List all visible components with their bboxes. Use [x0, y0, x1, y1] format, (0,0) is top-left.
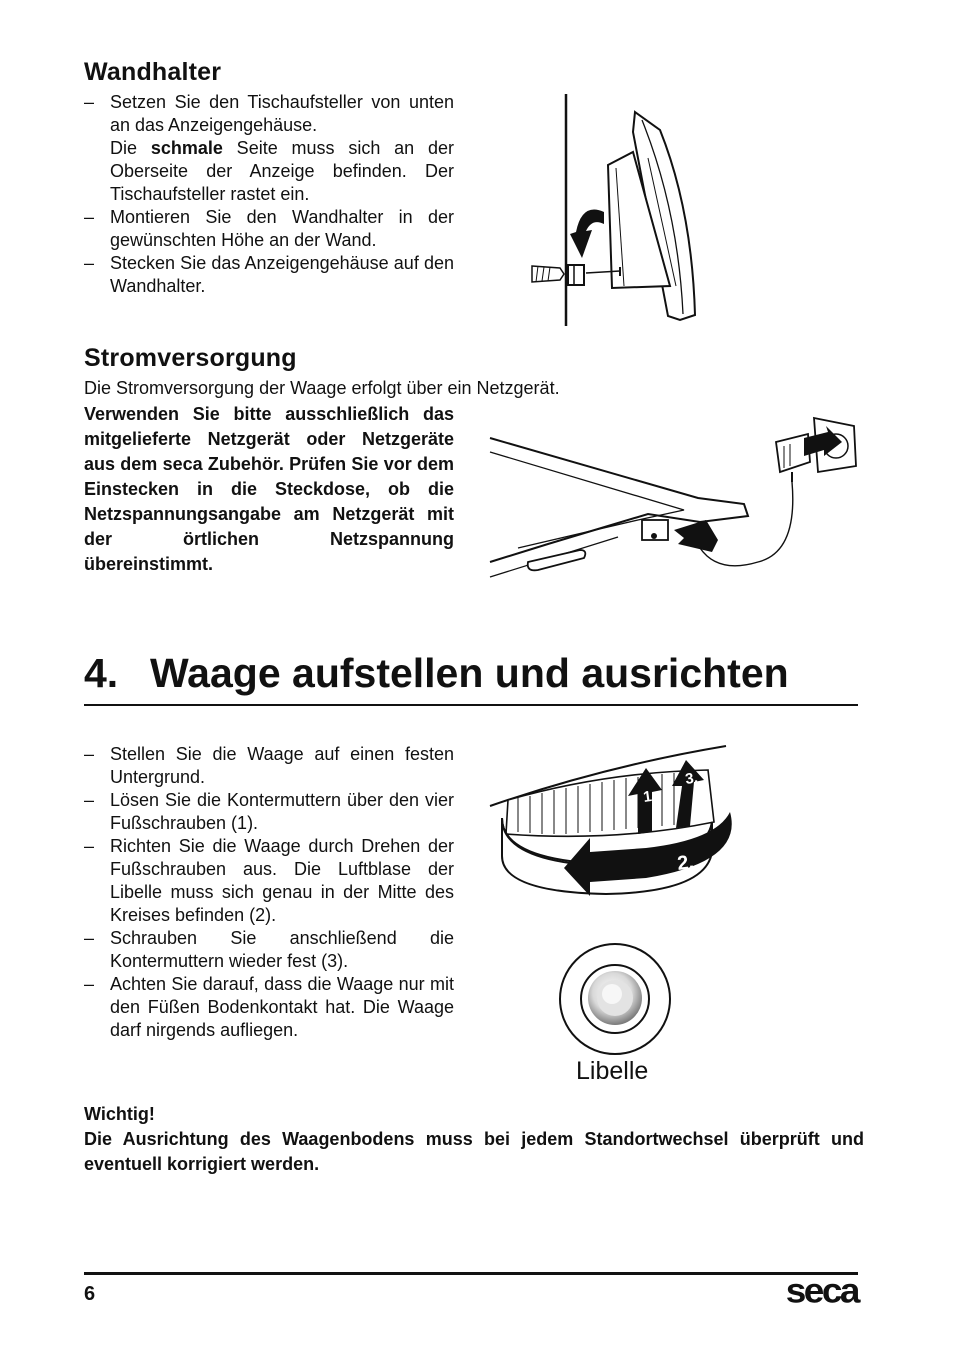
- list-item: – Stellen Sie die Waage auf einen festen Untergrund.: [84, 743, 454, 789]
- section-heading-wandhalter: Wandhalter: [84, 58, 222, 86]
- list-item: – Richten Sie die Waage durch Drehen der Fußschrauben aus. Die Luftblase der Libelle muss sich genau in der Mitte des Kreises befinden (2).: [84, 835, 454, 927]
- list-item: – Lösen Sie die Kontermuttern über den vier Fußschrauben (1).: [84, 789, 454, 835]
- power-supply-illustration: [488, 412, 858, 582]
- chapter-title-text: Waage aufstellen und ausrichten: [150, 650, 789, 696]
- list-item: – Setzen Sie den Tischaufsteller von unten an das Anzeigengehäuse. Die schmale Seite muss sich an der Oberseite der Anzeige befinden. Der Tischaufsteller rastet ein.: [84, 91, 454, 206]
- list-item: – Montieren Sie den Wandhalter in der gewünschten Höhe an der Wand.: [84, 206, 454, 252]
- step-2-label: 2.: [676, 851, 696, 875]
- seca-logo: seca: [785, 1271, 858, 1310]
- stromversorgung-intro: Die Stromversorgung der Waage erfolgt über ein Netzgerät.: [84, 378, 560, 398]
- footer-rule: [84, 1272, 858, 1275]
- step-3-label: 3.: [684, 769, 699, 788]
- chapter-title: [84, 650, 789, 697]
- wall-mount-illustration: [520, 90, 720, 330]
- important-label: Wichtig!: [84, 1104, 155, 1124]
- setup-steps-list: [84, 743, 454, 1042]
- section-heading-stromversorgung: Stromversorgung: [84, 344, 297, 372]
- chapter-rule: [84, 704, 858, 706]
- page-number: 6: [84, 1283, 96, 1305]
- important-text: Die Ausrichtung des Waagenbodens muss bei jedem Standortwechsel überprüft und eventuell korrigiert werden.: [84, 1129, 864, 1174]
- list-item: – Achten Sie darauf, dass die Waage nur mit den Füßen Bodenkontakt hat. Die Waage darf nirgends aufliegen.: [84, 973, 454, 1042]
- wandhalter-list: [84, 91, 454, 298]
- list-item-text: Setzen Sie den Tischaufsteller von unten an das Anzeigengehäuse.: [110, 92, 454, 135]
- spirit-level-illustration: [556, 940, 674, 1058]
- step-1-label: 1.: [642, 787, 657, 806]
- foot-adjustment-illustration: [486, 742, 746, 902]
- stromversorgung-warning: Verwenden Sie bitte ausschließlich das mitgelieferte Netzgerät oder Netzgeräte aus dem seca Zubehör. Prüfen Sie vor dem Einstecken in die Steckdose, ob die Netzspannungsangabe am Netzgerät mit der örtlichen Netzspannung übereinstimmt.: [84, 404, 454, 574]
- list-item: – Schrauben Sie anschließend die Kontermuttern wieder fest (3).: [84, 927, 454, 973]
- emphasis-text: schmale: [150, 138, 223, 158]
- chapter-number: 4.: [84, 650, 119, 696]
- list-item: – Stecken Sie das Anzeigengehäuse auf den Wandhalter.: [84, 252, 454, 298]
- libelle-label: Libelle: [576, 1057, 649, 1085]
